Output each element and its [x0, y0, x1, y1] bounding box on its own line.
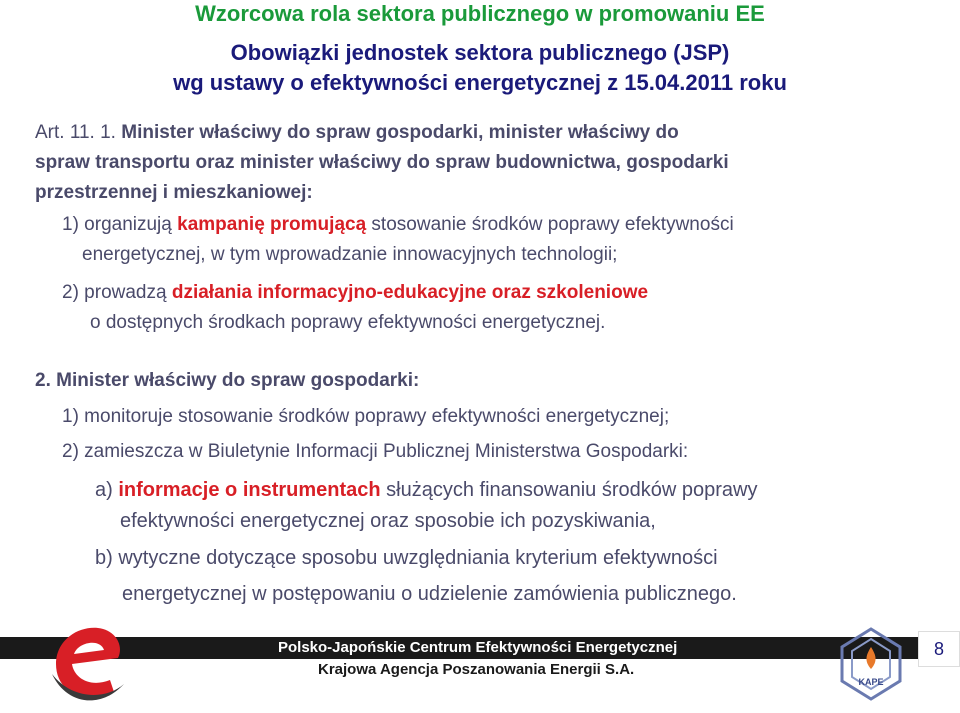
- footer-center-name: Polsko-Japońskie Centrum Efektywności Energetycznej: [278, 639, 678, 656]
- art1-intro-line-3: przestrzennej i mieszkaniowej:: [35, 182, 313, 203]
- art1-item-2-line-1: 2) prowadzą działania informacyjno-edukacyjne oraz szkoleniowe: [62, 282, 649, 303]
- art2-item-b-line-2: energetycznej w postępowaniu o udzielenie zamówienia publicznego.: [122, 583, 737, 605]
- art2-item-1: 1) monitoruje stosowanie środków poprawy efektywności energetycznej;: [62, 406, 670, 427]
- highlight-dzialania: działania informacyjno-edukacyjne oraz szkoleniowe: [171, 282, 649, 303]
- art1-item-1-line-1: 1) organizują kampanię promującą stosowanie środków poprawy efektywności: [62, 214, 734, 235]
- highlight-kampania: kampanię promującą: [177, 214, 367, 235]
- art1-item-1: [62, 210, 734, 270]
- art1-intro: [35, 118, 729, 208]
- art2-item-b: [95, 540, 737, 612]
- kape-logo-icon: [836, 625, 906, 703]
- kape-logo-text: KAPE: [858, 677, 884, 687]
- art2-heading: 2. Minister właściwy do spraw gospodarki:: [35, 370, 420, 391]
- art1-item-1-line-2: energetycznej, w tym wprowadzanie innowacyjnych technologii;: [82, 244, 618, 265]
- subtitle-line-2: wg ustawy o efektywności energetycznej z 15.04.2011 roku: [173, 70, 787, 95]
- art1-intro-line-1: Art. 11. 1. Minister właściwy do spraw gospodarki, minister właściwy do: [35, 122, 679, 143]
- footer-agency-name: Krajowa Agencja Poszanowania Energii S.A.: [318, 661, 635, 678]
- art2-item-a-line-1: a) informacje o instrumentach służących finansowaniu środków poprawy: [95, 479, 758, 501]
- art2-item-a-line-2: efektywności energetycznej oraz sposobie ich pozyskiwania,: [120, 510, 656, 532]
- subtitle-line-1: Obowiązki jednostek sektora publicznego (JSP): [230, 40, 730, 65]
- art2-item-b-line-1: b) wytyczne dotyczące sposobu uwzględniania kryterium efektywności: [95, 547, 718, 569]
- page-number: 8: [918, 631, 960, 667]
- art1-intro-line-2: spraw transportu oraz minister właściwy do spraw budownictwa, gospodarki: [35, 152, 729, 173]
- art1-item-2: [62, 278, 648, 338]
- art1-item-2-line-2: o dostępnych środkach poprawy efektywności energetycznej.: [90, 312, 606, 333]
- slide-title: Wzorcowa rola sektora publicznego w promowaniu EE: [195, 1, 765, 26]
- highlight-informacje: informacje o instrumentach: [118, 479, 381, 501]
- e-logo-icon: [48, 618, 128, 708]
- slide-subtitle: [0, 38, 960, 98]
- art2-item-2: 2) zamieszcza w Biuletynie Informacji Publicznej Ministerstwa Gospodarki:: [62, 441, 689, 462]
- art2-item-a: [95, 475, 757, 537]
